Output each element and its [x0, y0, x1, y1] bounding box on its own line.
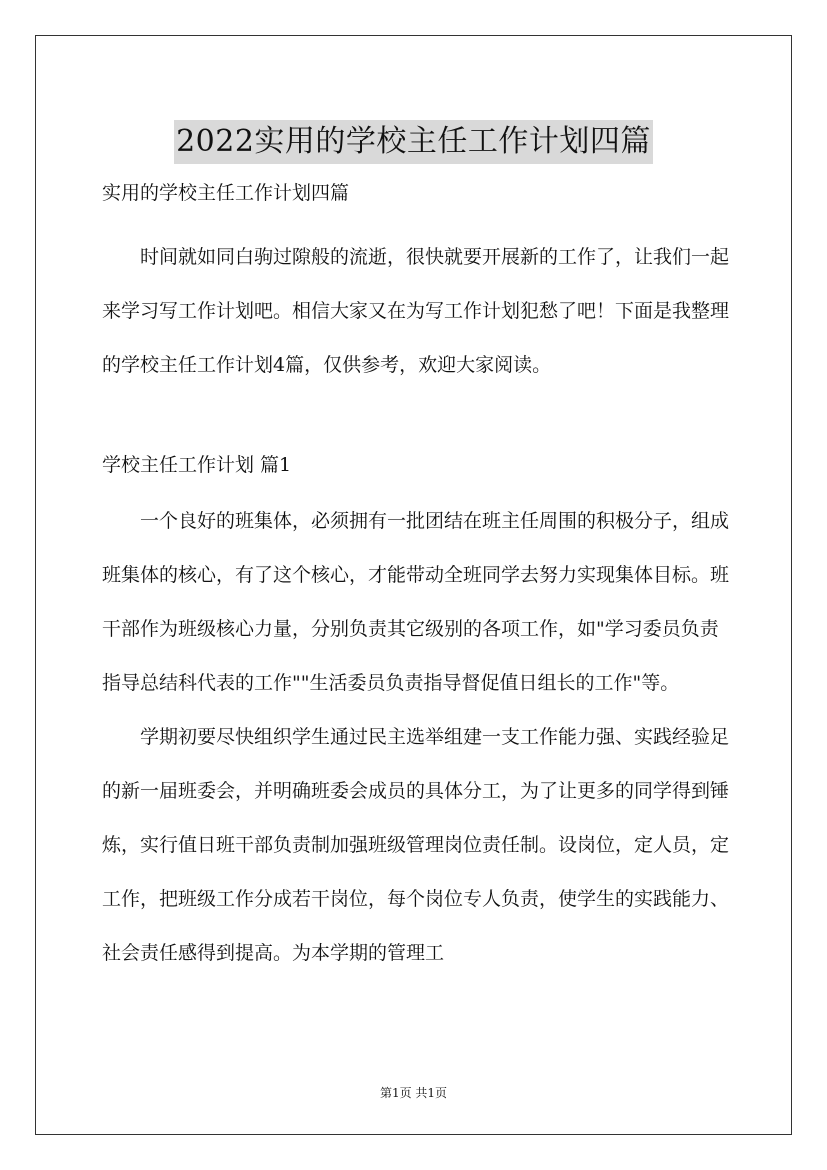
- section-heading: 学校主任工作计划 篇1: [102, 454, 292, 476]
- title-wrap: [0, 100, 827, 184]
- body-paragraph-1: 一个良好的班集体，必须拥有一批团结在班主任周围的积极分子，组成班集体的核心，有了这个核心，才能带动全班同学去努力实现集体目标。班干部作为班级核心力量，分别负责其它级别的各项工作，如"学习委员负责指导总结科代表的工作""生活委员负责指导督促值日组长的工作"等。: [102, 510, 730, 694]
- intro-paragraph: 时间就如同白驹过隙般的流逝，很快就要开展新的工作了，让我们一起来学习写工作计划吧。相信大家又在为写工作计划犯愁了吧！下面是我整理的学校主任工作计划4篇，仅供参考，欢迎大家阅读。: [102, 246, 730, 376]
- body-paragraph-2: 学期初要尽快组织学生通过民主选举组建一支工作能力强、实践经验足的新一届班委会，并明确班委会成员的具体分工，为了让更多的同学得到锤炼，实行值日班干部负责制加强班级管理岗位责任制。设岗位，定人员，定工作，把班级工作分成若干岗位，每个岗位专人负责，使学生的实践能力、社会责任感得到提高。为本学期的管理工: [102, 726, 730, 964]
- document-title: 2022实用的学校主任工作计划四篇: [174, 120, 653, 164]
- page-footer: 第1页 共1页: [379, 1086, 448, 1100]
- document-subtitle: 实用的学校主任工作计划四篇: [102, 182, 350, 204]
- document-body: [102, 174, 732, 980]
